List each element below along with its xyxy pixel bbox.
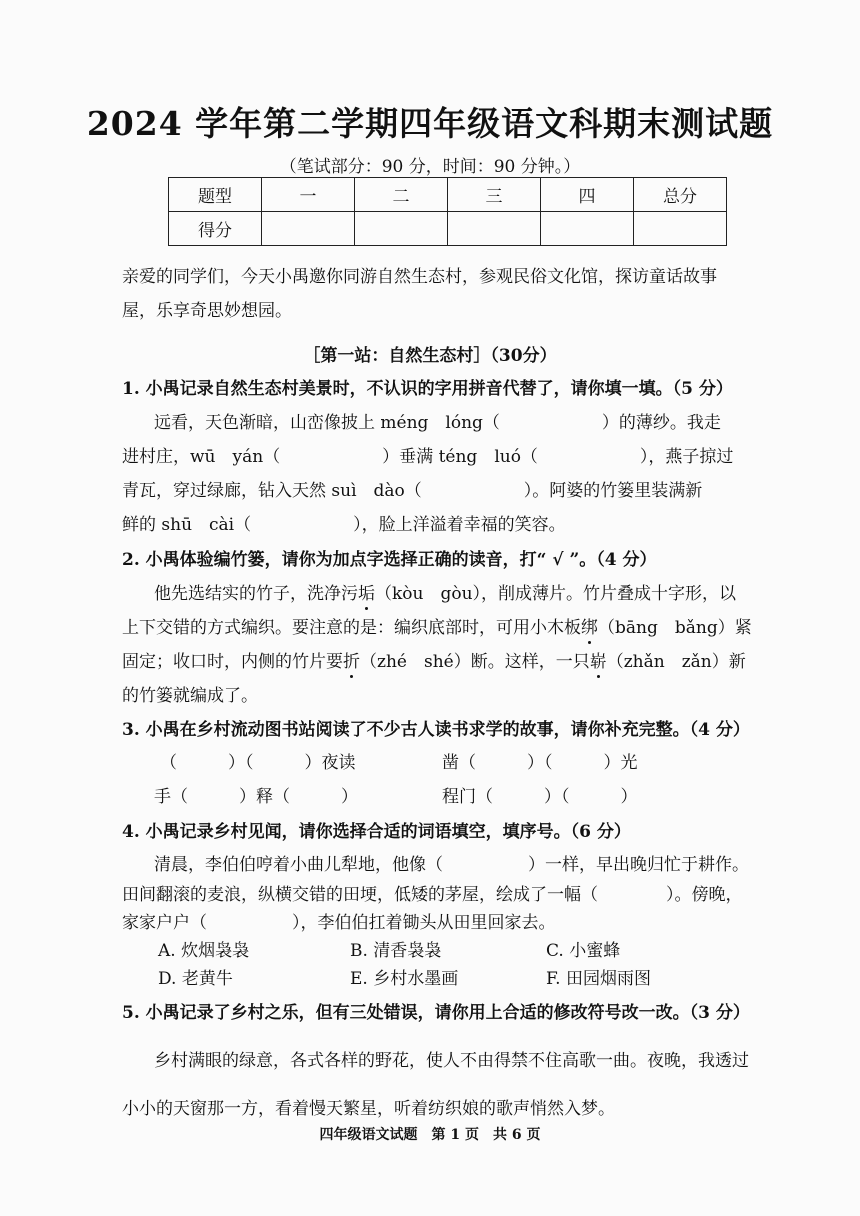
text-segment: （bāng bǎng）紧 — [598, 618, 752, 638]
score-cell: 四 — [541, 178, 634, 212]
section-heading: ［第一站：自然生态村］（30分） — [303, 346, 557, 366]
text-segment: （kòu gòu），削成薄片。竹片叠成十字形，以 — [375, 584, 737, 604]
option-c: C. 小蜜蜂 — [546, 941, 621, 961]
text-segment: （zhé shé）断。这样，一只 — [360, 652, 590, 672]
score-cell — [262, 212, 355, 246]
question-heading: 1. 小禺记录自然生态村美景时，不认识的字用拼音代替了，请你填一填。（5 分） — [122, 379, 733, 399]
question-text: 进村庄，wū yán（ ）垂满 téng luó（ ），燕子掠过 — [122, 447, 734, 467]
question-text: 小小的天窗那一方，看着慢天繁星，听着纺织娘的歌声悄然入梦。 — [122, 1099, 615, 1119]
question-text: 鲜的 shū cài（ ），脸上洋溢着幸福的笑容。 — [122, 515, 566, 535]
text-segment: 固定；收口时，内侧的竹片要 — [122, 652, 343, 672]
score-cell: 三 — [448, 178, 541, 212]
question-heading: 4. 小禺记录乡村见闻，请你选择合适的词语填空，填序号。（6 分） — [122, 822, 631, 842]
exam-title: 2024 学年第二学期四年级语文科期末测试题 — [86, 104, 774, 143]
question-text — [122, 613, 752, 638]
dotted-character: 崭 — [590, 647, 607, 672]
question-text: 远看，天色渐暗，山峦像披上 méng lóng（ ）的薄纱。我走 — [154, 413, 721, 433]
score-cell: 二 — [355, 178, 448, 212]
option-b: B. 清香袅袅 — [350, 941, 442, 961]
idiom-blank: （ ）（ ）夜读 — [160, 753, 356, 773]
idiom-blank: 程门（ ）（ ） — [442, 787, 638, 807]
text-segment: 他先选结实的竹子，洗净污 — [154, 584, 358, 604]
exam-subtitle: （笔试部分：90 分，时间：90 分钟。） — [279, 157, 581, 177]
question-text: 田间翻滚的麦浪，纵横交错的田埂，低矮的茅屋，绘成了一幅（ ）。傍晚， — [122, 885, 743, 905]
dotted-character: 垢 — [358, 579, 375, 604]
score-cell: 题型 — [169, 178, 262, 212]
intro-line: 亲爱的同学们，今天小禺邀你同游自然生态村，参观民俗文化馆，探访童话故事 — [122, 267, 717, 287]
score-cell — [448, 212, 541, 246]
dotted-character: 绑 — [581, 613, 598, 638]
score-cell — [634, 212, 727, 246]
text-segment: （zhǎn zǎn）新 — [606, 652, 746, 672]
option-d: D. 老黄牛 — [158, 969, 233, 989]
idiom-blank: 凿（ ）（ ）光 — [442, 753, 638, 773]
option-f: F. 田园烟雨图 — [546, 969, 651, 989]
question-text — [122, 647, 746, 672]
score-cell: 一 — [262, 178, 355, 212]
score-cell: 总分 — [634, 178, 727, 212]
question-text: 的竹篓就编成了。 — [122, 686, 258, 706]
question-heading: 2. 小禺体验编竹篓，请你为加点字选择正确的读音，打“ √ ”。（4 分） — [122, 550, 657, 570]
score-cell — [355, 212, 448, 246]
score-table-score-row — [169, 212, 727, 246]
text-segment: 上下交错的方式编织。要注意的是：编织底部时，可用小木板 — [122, 618, 581, 638]
question-text: 家家户户（ ），李伯伯扛着锄头从田里回家去。 — [122, 913, 556, 933]
question-text — [154, 579, 736, 604]
score-cell — [541, 212, 634, 246]
score-table-header-row — [169, 178, 727, 212]
dotted-character: 折 — [343, 647, 360, 672]
option-e: E. 乡村水墨画 — [350, 969, 459, 989]
intro-line: 屋，乐享奇思妙想园。 — [122, 301, 292, 321]
page-footer: 四年级语文试题 第 1 页 共 6 页 — [319, 1127, 541, 1143]
question-text: 乡村满眼的绿意，各式各样的野花，使人不由得禁不住高歌一曲。夜晚，我透过 — [154, 1051, 749, 1071]
question-heading: 5. 小禺记录了乡村之乐，但有三处错误，请你用上合适的修改符号改一改。（3 分） — [122, 1003, 750, 1023]
question-text: 清晨，李伯伯哼着小曲儿犁地，他像（ ）一样，早出晚归忙于耕作。 — [154, 855, 749, 875]
option-a: A. 炊烟袅袅 — [158, 941, 250, 961]
question-text: 青瓦，穿过绿廊，钻入天然 suì dào（ ）。阿婆的竹篓里装满新 — [122, 481, 703, 501]
score-table — [168, 177, 727, 246]
question-heading: 3. 小禺在乡村流动图书站阅读了不少古人读书求学的故事，请你补充完整。（4 分） — [122, 720, 750, 740]
idiom-blank: 手（ ）释（ ） — [154, 787, 358, 807]
score-cell: 得分 — [169, 212, 262, 246]
